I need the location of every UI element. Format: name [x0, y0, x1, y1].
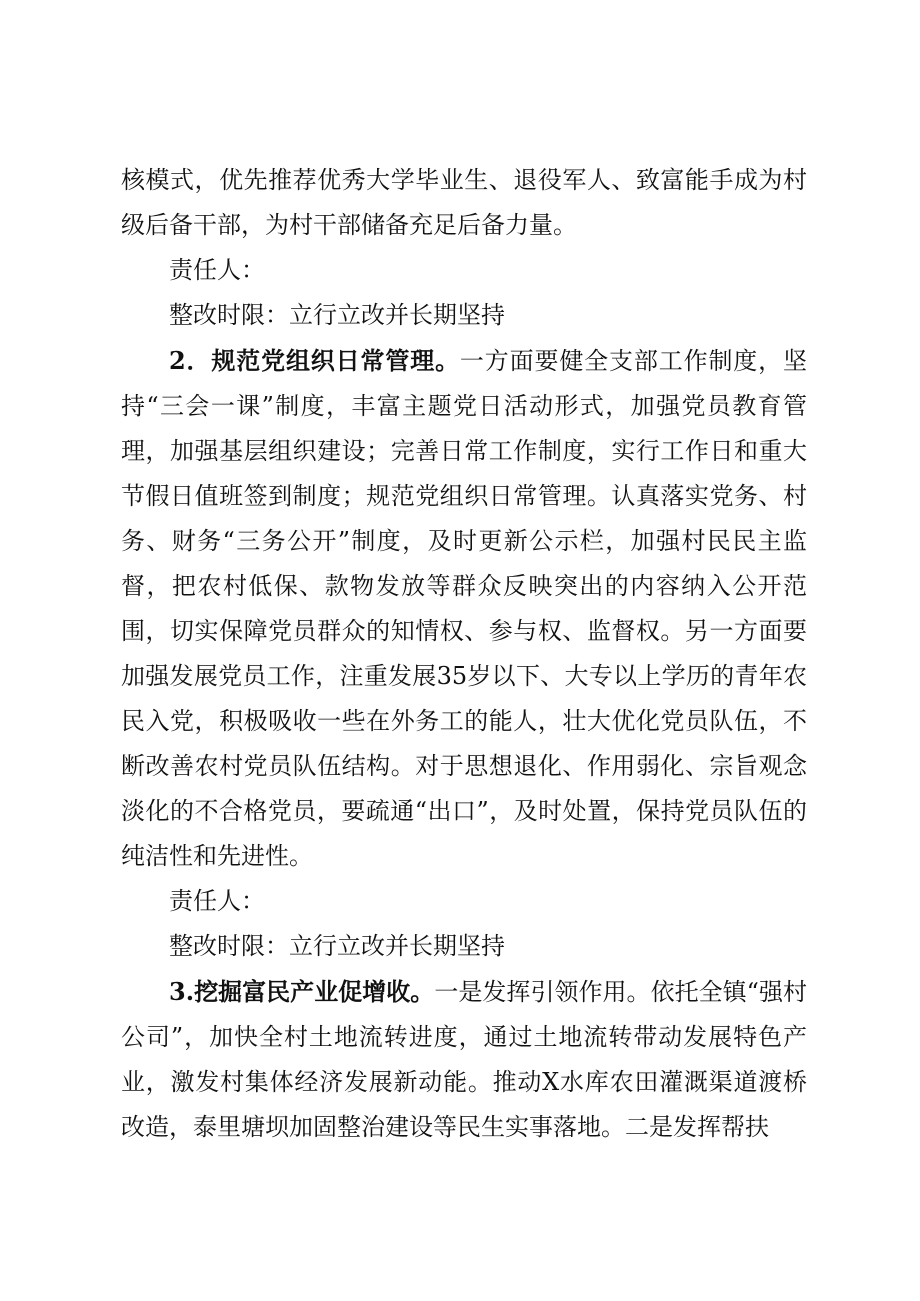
section-3-body: 一是发挥引领作用。依托全镇“强村公司”，加快全村土地流转进度，通过土地流转带动发展特色产业，激发村集体经济发展新动能。推动X水库农田灌溉渠道渡桥改造，泰里塘坝加固整治建设等民生实事落地。二是发挥帮扶 — [121, 978, 807, 1141]
section-2-heading: 2．规范党组织日常管理。 — [169, 346, 460, 375]
paragraph-continuation: 核模式，优先推荐优秀大学毕业生、退役军人、致富能手成为村级后备干部，为村干部储备充足后备力量。 — [121, 166, 807, 239]
section-3-heading: 3.挖掘富民产业促增收。 — [169, 977, 435, 1006]
section-2-body: 一方面要健全支部工作制度，坚持“三会一课”制度，丰富主题党日活动形式，加强党员教育管理，加强基层组织建设；完善日常工作制度，实行工作日和重大节假日值班签到制度；规范党组织日常管理。认真落实党务、村务、财务“三务公开”制度，及时更新公示栏，加强村民民主监督，把农村低保、款物发放等群众反映突出的内容纳入公开范围，切实保障党员群众的知情权、参与权、监督权。另一方面要加强发展党员工作，注重发展35岁以下、大专以上学历的青年农民入党，积极吸收一些在外务工的能人，壮大优化党员队伍，不断改善农村党员队伍结构。对于思想退化、作用弱化、宗旨观念淡化的不合格党员，要疏通“出口”，及时处置，保持党员队伍的纯洁性和先进性。 — [121, 347, 807, 870]
section-3-paragraph — [121, 969, 807, 1150]
deadline-line: 整改时限：立行立改并长期坚持 — [169, 301, 505, 329]
section-2-paragraph — [121, 338, 807, 879]
document-body — [121, 158, 807, 1150]
responsible-person-line: 责任人： — [169, 887, 265, 915]
deadline-line: 整改时限：立行立改并长期坚持 — [169, 932, 505, 960]
responsible-person-line: 责任人： — [169, 256, 265, 284]
